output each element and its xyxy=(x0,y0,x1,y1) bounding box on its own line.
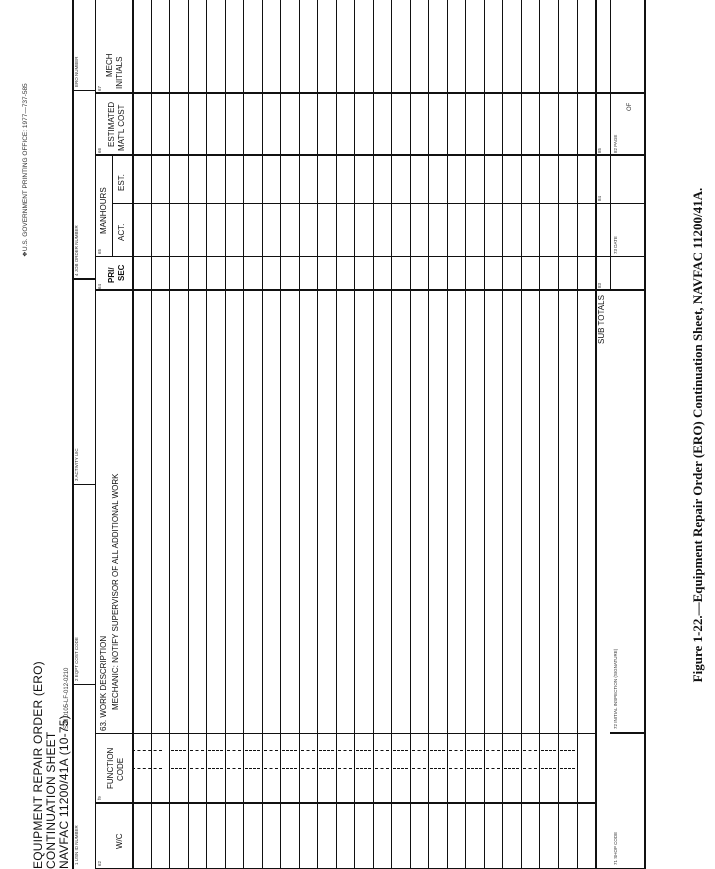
eqpt-cost-code-label: 2 EQPT COST CODE xyxy=(74,637,79,681)
function-code-dash xyxy=(208,750,223,751)
form-title: EQUIPMENT REPAIR ORDER (ERO) xyxy=(31,661,45,869)
function-code-dash xyxy=(338,768,353,769)
work-line xyxy=(262,0,263,869)
ero-number-label: ERO NUMBER xyxy=(74,56,79,87)
function-code-header: FUNCTION xyxy=(106,747,115,789)
function-code-dash xyxy=(375,750,390,751)
work-line xyxy=(280,0,281,869)
initials-header: INITIALS xyxy=(115,56,124,89)
work-line xyxy=(391,0,392,869)
work-line xyxy=(299,0,300,869)
form-bottom-border xyxy=(644,0,646,869)
col-divider-matl xyxy=(95,92,645,94)
function-code-dash xyxy=(245,768,260,769)
function-code-dash xyxy=(523,750,538,751)
work-line xyxy=(558,0,559,869)
job-order-number-label: 4 JOB ORDER NUMBER xyxy=(74,225,79,276)
function-code-dash xyxy=(430,768,445,769)
mech-number: 67 xyxy=(97,85,102,91)
work-line xyxy=(447,0,448,869)
matl-cost-header: MAT'L COST xyxy=(117,104,126,151)
work-line xyxy=(354,0,355,869)
col-divider-manhours xyxy=(112,203,645,204)
estimated-header: ESTIMATED xyxy=(107,101,116,147)
function-code-dash xyxy=(467,768,482,769)
page-label: 82 PAGE xyxy=(613,134,618,153)
estimated-number: 66 xyxy=(97,147,102,153)
function-code-dash xyxy=(449,768,464,769)
col-divider-prisec xyxy=(95,256,645,257)
function-code-dash xyxy=(301,750,316,751)
wc-number: 62 xyxy=(97,860,102,866)
date-label: 73 DATE xyxy=(613,236,618,254)
function-code-dash xyxy=(560,750,575,751)
pri-sec-header: PRI/ xyxy=(107,267,116,283)
work-line xyxy=(169,0,170,869)
function-code-dash xyxy=(282,768,297,769)
function-code-dash xyxy=(171,768,186,769)
function-code-dash xyxy=(560,768,575,769)
box-83-label: 83 xyxy=(597,282,602,288)
header-divider-2 xyxy=(72,484,95,485)
activity-uic-label: 3 ACTIVITY UIC xyxy=(74,448,79,481)
work-line xyxy=(151,0,152,869)
work-line xyxy=(428,0,429,869)
function-code-dash xyxy=(208,768,223,769)
function-code-dash xyxy=(430,750,445,751)
shop-code-label: 71 SHOP CODE xyxy=(613,831,618,865)
figure-caption-text: Figure 1-22.—Equipment Repair Order (ERO) Continuation Sheet, NAVFAC 11200/41A. xyxy=(690,187,705,683)
function-code-dash xyxy=(504,750,519,751)
act-header: ACT. xyxy=(117,223,126,241)
function-code-dash xyxy=(375,768,390,769)
work-line xyxy=(317,0,318,869)
manhours-header: MANHOURS xyxy=(99,187,108,234)
function-code-dash xyxy=(541,750,556,751)
function-code-dash xyxy=(264,750,279,751)
function-code-dash xyxy=(541,768,556,769)
function-code-dash xyxy=(523,768,538,769)
col-divider-description xyxy=(95,289,645,291)
manhours-subheader-line xyxy=(112,156,113,257)
pri-sec-header-2: SEC xyxy=(117,264,126,281)
wc-header: W/C xyxy=(115,833,124,849)
subtotals-divider xyxy=(610,0,611,291)
figure-caption xyxy=(688,0,708,869)
function-code-dash xyxy=(449,750,464,751)
usn-id-label: 1 USN ID NUMBER xyxy=(74,825,79,865)
col-divider-est xyxy=(95,154,645,156)
gpo-imprint: ❖U.S. GOVERNMENT PRINTING OFFICE: 1977—737-585 xyxy=(22,83,29,257)
function-code-dash xyxy=(393,768,408,769)
function-code-dash xyxy=(486,750,501,751)
work-line xyxy=(336,0,337,869)
signature-divider-1 xyxy=(610,732,645,734)
form-subtitle: CONTINUATION SHEET xyxy=(44,731,58,869)
work-line xyxy=(484,0,485,869)
work-line xyxy=(206,0,207,869)
function-code-dash xyxy=(412,768,427,769)
function-code-dash xyxy=(245,750,260,751)
function-code-dash xyxy=(227,768,242,769)
work-description-note: MECHANIC: NOTIFY SUPERVISOR OF ALL ADDITIONAL WORK xyxy=(111,473,120,710)
work-line xyxy=(225,0,226,869)
function-code-dash xyxy=(264,768,279,769)
function-code-dash-2 xyxy=(132,750,162,751)
manhours-number: 65 xyxy=(97,248,102,254)
column-header-divider xyxy=(132,0,134,869)
work-line xyxy=(521,0,522,869)
header-row-divider xyxy=(95,0,96,869)
function-code-dash xyxy=(319,768,334,769)
work-line xyxy=(188,0,189,869)
function-code-dash xyxy=(504,768,519,769)
function-code-number: f9 xyxy=(97,796,102,800)
function-code-header-2: CODE xyxy=(116,757,125,781)
function-code-dash xyxy=(190,768,205,769)
work-line xyxy=(465,0,466,869)
box-84-label: 84 xyxy=(597,195,602,201)
function-code-dash xyxy=(227,750,242,751)
stock-number: S/N 0105-LF-012-0210 xyxy=(64,667,70,729)
work-line xyxy=(577,0,578,869)
function-code-dash xyxy=(190,750,205,751)
function-code-dash xyxy=(301,768,316,769)
work-line xyxy=(410,0,411,869)
box-85-label: 85 xyxy=(597,147,602,153)
subtotals-top-border xyxy=(595,0,597,869)
mech-header: MECH xyxy=(105,53,114,77)
work-line xyxy=(243,0,244,869)
function-code-dash xyxy=(393,750,408,751)
subtotals-label: SUB TOTALS xyxy=(597,295,606,344)
work-line xyxy=(539,0,540,869)
function-code-dash xyxy=(356,768,371,769)
pri-sec-number: 64 xyxy=(97,283,102,289)
function-code-dash-1 xyxy=(132,768,162,769)
form-number: NAVFAC 11200/41A (10-75) xyxy=(57,715,71,869)
page-of-label: OF xyxy=(627,102,633,111)
function-code-dash xyxy=(171,750,186,751)
function-code-dash xyxy=(319,750,334,751)
work-description-header: 63. WORK DESCRIPTION xyxy=(99,635,108,731)
function-code-dash xyxy=(467,750,482,751)
function-code-dash xyxy=(412,750,427,751)
function-code-dash xyxy=(282,750,297,751)
header-divider-4 xyxy=(72,90,95,91)
header-divider-3 xyxy=(72,278,95,280)
function-code-dash xyxy=(486,768,501,769)
work-line xyxy=(373,0,374,869)
header-divider-1 xyxy=(72,684,95,685)
est-header: EST. xyxy=(117,174,126,191)
initial-inspection-label: 72 INITIAL INSPECTION (SIGNATURE) xyxy=(613,648,618,729)
form-top-border xyxy=(72,0,74,869)
work-line xyxy=(502,0,503,869)
function-code-dash xyxy=(338,750,353,751)
function-code-dash xyxy=(356,750,371,751)
